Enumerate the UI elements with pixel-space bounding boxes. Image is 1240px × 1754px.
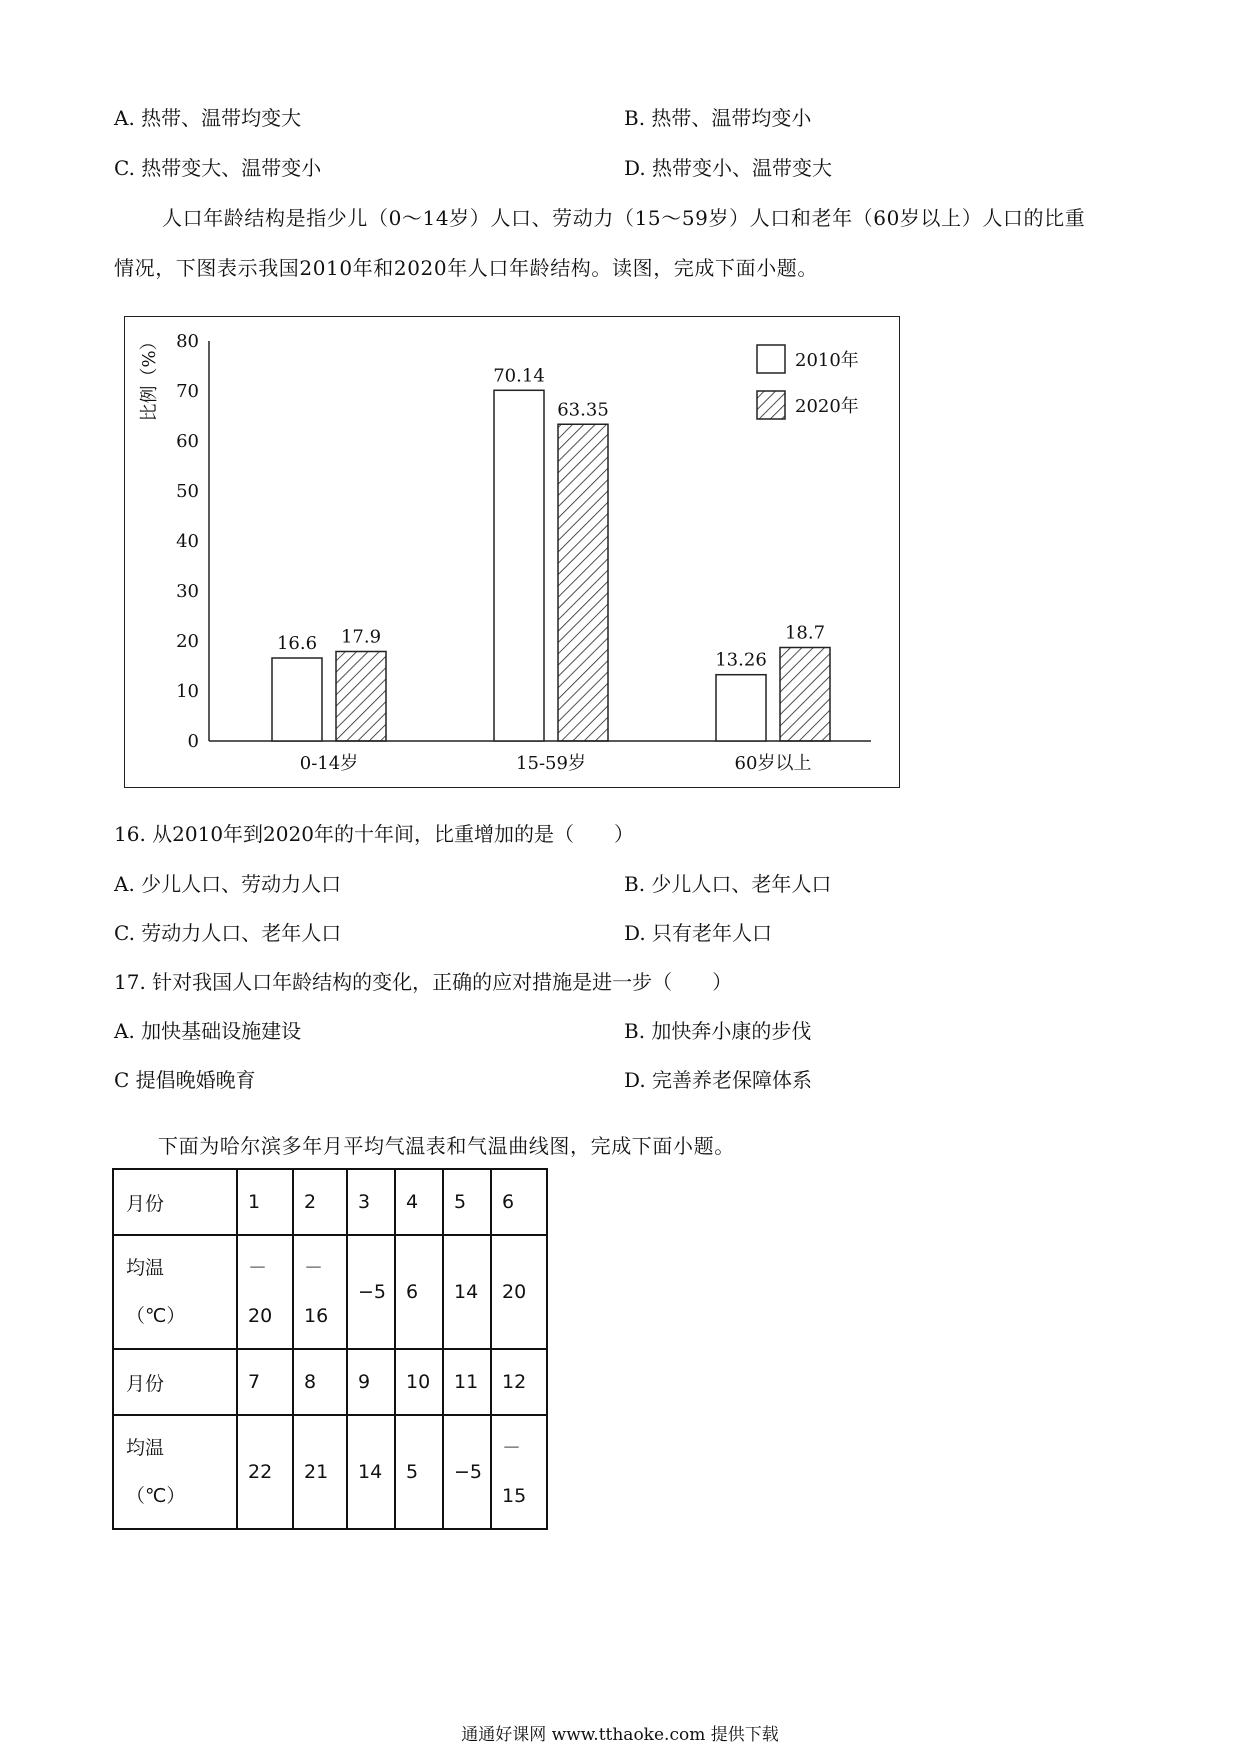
q15-option-c: C. 热带变大、温带变小	[114, 156, 322, 180]
legend-swatch	[757, 391, 785, 419]
q16-option-b: B. 少儿人口、老年人口	[624, 872, 832, 896]
x-tick-label: 0-14岁	[299, 753, 359, 774]
chart-canvas	[125, 317, 901, 789]
bar	[558, 424, 608, 741]
y-tick-label: 0	[187, 731, 199, 752]
y-tick-label: 50	[176, 481, 199, 502]
month-cell: 10	[395, 1349, 443, 1415]
temp-cell: 22	[237, 1415, 293, 1529]
x-tick-label: 15-59岁	[516, 753, 586, 774]
temp-cell	[237, 1235, 293, 1349]
temp-cell	[491, 1415, 547, 1529]
temp-cell: 14	[347, 1415, 395, 1529]
page-footer: 通通好课网 www.tthaoke.com 提供下载	[461, 1725, 779, 1745]
y-tick-label: 30	[176, 581, 199, 602]
temp-cell: 14	[443, 1235, 491, 1349]
q17-stem: 17. 针对我国人口年龄结构的变化，正确的应对措施是进一步（ ）	[114, 970, 733, 994]
q17-option-a: A. 加快基础设施建设	[114, 1019, 302, 1043]
y-tick-label: 10	[176, 681, 199, 702]
q15-option-d: D. 热带变小、温带变大	[624, 156, 833, 180]
legend-swatch	[757, 345, 785, 373]
temp-cell: −5	[347, 1235, 395, 1349]
q15-option-a: A. 热带、温带均变大	[114, 106, 302, 130]
temp-cell: 5	[395, 1415, 443, 1529]
month-cell: 11	[443, 1349, 491, 1415]
bar	[336, 652, 386, 742]
month-label: 月份	[113, 1349, 237, 1415]
bar	[494, 390, 544, 741]
month-cell: 8	[293, 1349, 347, 1415]
month-cell: 9	[347, 1349, 395, 1415]
month-cell: 6	[491, 1169, 547, 1235]
month-cell: 1	[237, 1169, 293, 1235]
temp-label	[113, 1235, 237, 1349]
y-axis-label: 比例（%）	[139, 332, 160, 422]
month-cell: 12	[491, 1349, 547, 1415]
bar-data-label: 70.14	[493, 365, 545, 387]
q17-option-c: C 提倡晚婚晚育	[114, 1068, 256, 1092]
harbin-intro: 下面为哈尔滨多年月平均气温表和气温曲线图，完成下面小题。	[158, 1134, 735, 1158]
table-row	[113, 1169, 547, 1235]
y-tick-label: 60	[176, 431, 199, 452]
q16-option-c: C. 劳动力人口、老年人口	[114, 921, 342, 945]
y-tick-label: 80	[176, 331, 199, 352]
q16-option-a: A. 少儿人口、劳动力人口	[114, 872, 342, 896]
temp-label-line2: （℃）	[126, 1485, 186, 1507]
temp-cell-line: 16	[304, 1305, 329, 1327]
temp-cell: 21	[293, 1415, 347, 1529]
temp-cell-line: 15	[502, 1485, 527, 1507]
month-cell: 4	[395, 1169, 443, 1235]
population-intro-line2: 情况，下图表示我国2010年和2020年人口年龄结构。读图，完成下面小题。	[114, 256, 818, 280]
bar-data-label: 63.35	[557, 399, 609, 421]
temp-cell-line: 20	[248, 1305, 273, 1327]
bar-data-label: 13.26	[715, 649, 767, 671]
y-tick-label: 20	[176, 631, 199, 652]
temp-cell: 6	[395, 1235, 443, 1349]
month-cell: 5	[443, 1169, 491, 1235]
temp-cell: −5	[443, 1415, 491, 1529]
temp-cell	[293, 1235, 347, 1349]
q15-option-b: B. 热带、温带均变小	[624, 106, 812, 130]
q16-stem: 16. 从2010年到2020年的十年间，比重增加的是（ ）	[114, 822, 634, 846]
y-tick-label: 70	[176, 381, 199, 402]
temp-label-line1: 均温	[126, 1437, 165, 1459]
bar	[716, 675, 766, 741]
temp-label-line2: （℃）	[126, 1305, 186, 1327]
table-row	[113, 1415, 547, 1529]
q16-option-d: D. 只有老年人口	[624, 921, 773, 945]
bar-data-label: 16.6	[276, 633, 318, 654]
q17-option-d: D. 完善养老保障体系	[624, 1068, 813, 1092]
legend-label: 2020年	[795, 396, 859, 417]
temp-cell-line: －	[304, 1257, 324, 1279]
temp-cell-line: －	[248, 1257, 268, 1279]
temp-cell-line: －	[502, 1437, 522, 1459]
table-row	[113, 1349, 547, 1415]
population-intro-line1: 人口年龄结构是指少儿（0～14岁）人口、劳动力（15～59岁）人口和老年（60岁以上）人口的比重	[162, 206, 1086, 230]
temp-label-line1: 均温	[126, 1257, 165, 1279]
month-label: 月份	[113, 1169, 237, 1235]
legend-label: 2010年	[795, 350, 859, 371]
bar-data-label: 17.9	[340, 626, 382, 648]
x-tick-label: 60岁以上	[734, 753, 812, 774]
harbin-temperature-table	[112, 1168, 548, 1530]
q17-option-b: B. 加快奔小康的步伐	[624, 1019, 812, 1043]
temp-cell: 20	[491, 1235, 547, 1349]
bar	[780, 648, 830, 742]
bar-data-label: 18.7	[784, 622, 826, 644]
temp-label	[113, 1415, 237, 1529]
y-tick-label: 40	[176, 531, 199, 552]
bar	[272, 658, 322, 741]
month-cell: 2	[293, 1169, 347, 1235]
table-row	[113, 1235, 547, 1349]
month-cell: 7	[237, 1349, 293, 1415]
population-age-chart	[124, 316, 900, 788]
month-cell: 3	[347, 1169, 395, 1235]
